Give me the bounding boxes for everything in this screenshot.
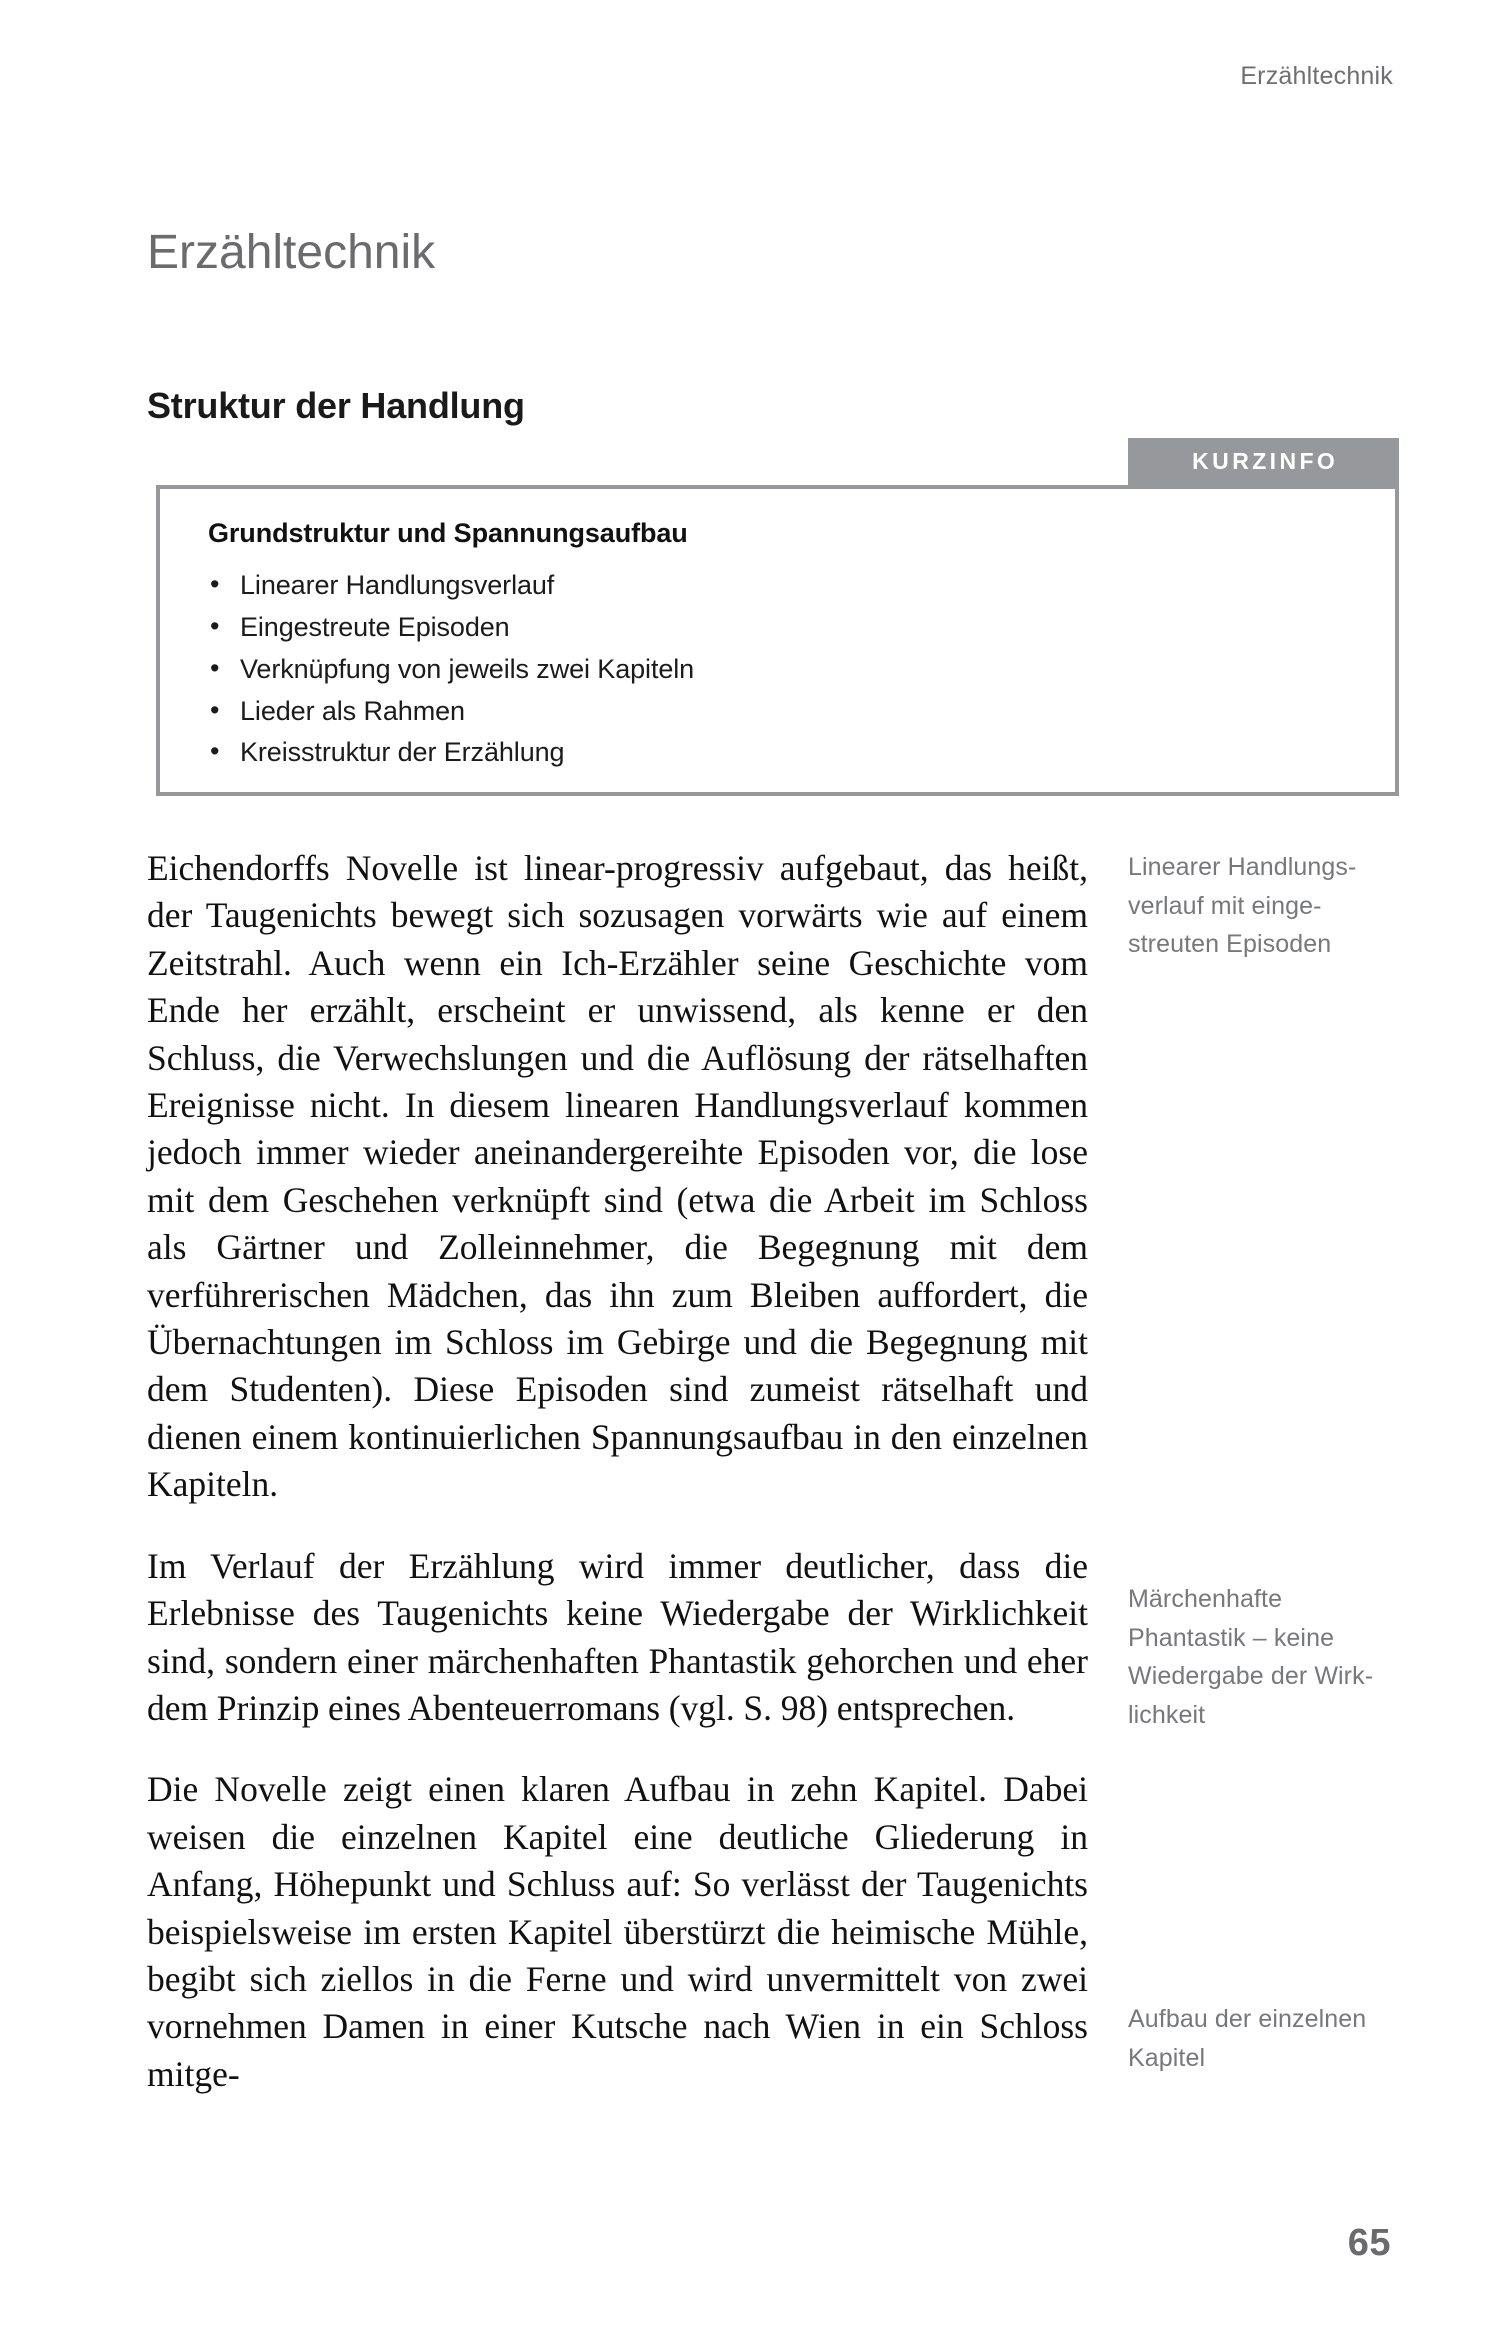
body-paragraph: Die Novelle zeigt einen klaren Aufbau in zehn Kapitel. Dabei weisen die einzelnen Kapitel eine deutliche Gliederung in Anfang, Höhepunkt und Schluss auf: So verlässt der Taugenichts beispielsweise im ersten Kapitel überstürzt die heimische Mühle, begibt sich ziellos in die Ferne und wird unvermittelt von zwei vornehmen Damen in einer Kutsche nach Wien in ein Schloss mitge- — [147, 1769, 1088, 2094]
kurzinfo-box-title: Grundstruktur und Spannungsaufbau — [208, 518, 688, 548]
margin-note: Aufbau der einzelnen Kapitel — [1128, 2005, 1367, 2072]
list-item — [208, 649, 1395, 691]
bullet-icon: • — [210, 694, 220, 725]
page-number: 65 — [1347, 2222, 1391, 2264]
list-item-label: Kreisstruktur der Erzählung — [240, 737, 565, 768]
bullet-icon: • — [210, 611, 220, 642]
margin-note: Linearer Handlungsverlauf mit eingestreuten Episoden — [1128, 853, 1357, 958]
running-header: Erzähltechnik — [1240, 62, 1393, 90]
body-text-column — [147, 845, 1088, 2098]
body-paragraph: Eichendorffs Novelle ist linear-progressiv aufgebaut, das heißt, der Taugenichts bewegt sich sozusagen vorwärts wie auf einem Zeitstrahl. Auch wenn ein Ich-Erzähler seine Geschichte vom Ende her erzählt, erscheint er unwissend, als kenne er den Schluss, die Verwechslungen und die Auflösung der rätselhaften Ereignisse nicht. In diesem linearen Handlungsverlauf kommen jedoch immer wieder aneinandergereihte Episoden vor, die lose mit dem Geschehen verknüpft sind (etwa die Arbeit im Schloss als Gärtner und Zolleinnehmer, die Begegnung mit dem verführerischen Mädchen, das ihn zum Bleiben auffordert, die Übernachtungen im Schloss im Gebirge und die Begegnung mit dem Studenten). Diese Episoden sind zumeist rätselhaft und dienen einem kontinuierlichen Spannungsaufbau in den einzelnen Kapiteln. — [147, 848, 1088, 1505]
bullet-icon: • — [210, 569, 220, 600]
kurzinfo-box — [156, 485, 1399, 796]
list-item-label: Eingestreute Episoden — [240, 612, 510, 643]
kurzinfo-bullet-list — [208, 565, 1395, 774]
chapter-title: Erzähltechnik — [147, 226, 436, 280]
list-item-label: Linearer Handlungsverlauf — [240, 570, 555, 601]
body-paragraph: Im Verlauf der Erzählung wird immer deutlicher, dass die Erlebnisse des Taugenichts keine Wiedergabe der Wirklichkeit sind, sondern einer märchenhaften Phantastik gehorchen und eher dem Prinzip eines Abenteuerromans (vgl. S. 98) entsprechen. — [147, 1545, 1088, 1728]
list-item — [208, 607, 1395, 649]
kurzinfo-tab-label: KURZINFO — [1192, 448, 1339, 474]
margin-note: Märchenhafte Phantastik – keine Wiedergabe der Wirklichkeit — [1128, 1585, 1374, 1729]
kurzinfo-tab — [1128, 438, 1399, 485]
section-heading: Struktur der Handlung — [147, 384, 525, 426]
list-item — [208, 732, 1395, 774]
bullet-icon: • — [210, 736, 220, 767]
list-item-label: Verknüpfung von jeweils zwei Kapiteln — [240, 653, 695, 684]
bullet-icon: • — [210, 652, 220, 683]
list-item-label: Lieder als Rahmen — [240, 695, 465, 726]
list-item — [208, 691, 1395, 733]
list-item — [208, 565, 1395, 607]
